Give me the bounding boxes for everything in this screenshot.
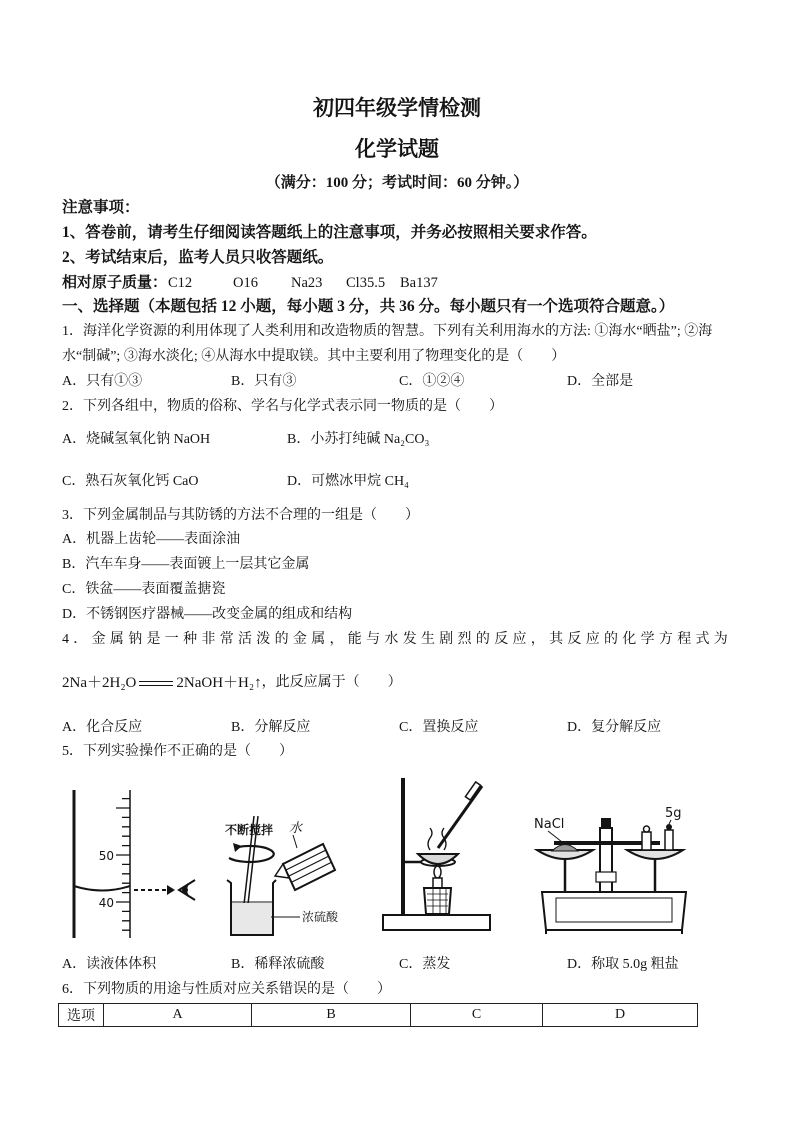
atomic-mass-o: O16: [233, 275, 258, 291]
equation-products: 2NaOH＋H₂↑: [176, 675, 262, 691]
figure-c-evaporation: [378, 772, 496, 937]
q4-stem: 4．金属钠是一种非常活泼的金属，能与水发生剧烈的反应，其反应的化学方程式为: [62, 632, 733, 647]
q2-option-c: C．熟石灰氧化钙 CaO: [62, 474, 199, 489]
q1-option-c: C．①②④: [399, 374, 465, 389]
notes-heading: 注意事项：: [62, 199, 140, 216]
weight-icon: [642, 824, 673, 850]
q2-option-a: A．烧碱氢氧化钠 NaOH: [62, 432, 211, 447]
balance-top-knob: [601, 818, 611, 828]
right-pan: [627, 850, 683, 892]
q2-option-d: D．可燃冰甲烷 CH₄: [287, 474, 409, 489]
q3-option-c: C．铁盆——表面覆盖搪瓷: [62, 582, 226, 597]
balance-pointer-scale: [596, 872, 616, 882]
iron-stand-base: [383, 915, 490, 930]
table-header-cell-c: C: [411, 1004, 543, 1027]
figure-a-graduated-cylinder: [62, 772, 197, 942]
atomic-masses-label: 相对原子质量：: [62, 275, 168, 291]
q4-option-c: C．置换反应: [399, 720, 479, 735]
table-header-cell-a: A: [104, 1004, 252, 1027]
water-container: [275, 844, 335, 890]
tick-label-lower: 40: [98, 896, 114, 910]
atomic-mass-na: Na23: [291, 275, 323, 291]
balance-base: [542, 892, 686, 934]
q5-option-a: A．读液体体积: [62, 957, 157, 972]
atomic-mass-c: C12: [168, 275, 193, 291]
exam-subject: 化学试题: [355, 137, 439, 161]
atomic-mass-cl: Cl35.5: [346, 275, 386, 291]
weight-label: 5g: [665, 806, 682, 821]
atomic-masses: [62, 273, 482, 293]
table-header-cell-b: B: [252, 1004, 411, 1027]
iron-stand-rod: [401, 778, 405, 915]
q1-stem-line-2: 水“制碱”; ③海水淡化; ④从海水中提取镁。其中主要利用了物理变化的是（ ）: [62, 349, 566, 364]
q3-stem: 3．下列金属制品与其防锈的方法不合理的一组是（ ）: [62, 508, 419, 523]
equation-question-tail: ，此反应属于（ ）: [261, 675, 402, 690]
equation-equals-sign: [139, 681, 173, 686]
beaker: [227, 880, 276, 935]
q1-option-a: A．只有①③: [62, 374, 143, 389]
q3-option-b: B．汽车车身——表面镀上一层其它金属: [62, 557, 310, 572]
left-pan: [537, 845, 593, 893]
cylinder-scale-ticks: [116, 799, 130, 931]
atomic-mass-ba: Ba137: [400, 275, 438, 291]
q1-option-d: D．全部是: [567, 374, 634, 389]
table-header-cell-option: 选项: [59, 1004, 104, 1027]
q2-option-b: B．小苏打纯碱 Na₂CO₃: [287, 432, 430, 447]
notes-item-1: 1、答卷前，请考生仔细阅读答题纸上的注意事项，并务必按照相关要求作答。: [62, 224, 597, 241]
q6-stem: 6．下列物质的用途与性质对应关系错误的是（ ）: [62, 982, 391, 997]
q5-option-d: D．称取 5.0g 粗盐: [567, 957, 679, 972]
salt-label: NaCl: [534, 817, 565, 832]
tick-label-upper: 50: [98, 849, 114, 863]
q3-option-a: A．机器上齿轮——表面涂油: [62, 532, 241, 547]
q5-option-c: C．蒸发: [399, 957, 451, 972]
q4-option-d: D．复分解反应: [567, 720, 662, 735]
q1-option-b: B．只有③: [231, 374, 297, 389]
equation-reactants: 2Na＋2H₂O: [62, 675, 137, 691]
sight-arrowhead: [167, 885, 175, 895]
water-label: 水: [289, 821, 303, 836]
table-header-cell-d: D: [543, 1004, 698, 1027]
glass-rod: [438, 782, 482, 848]
eye-icon: [179, 880, 195, 900]
q5-option-b: B．稀释浓硫酸: [231, 957, 325, 972]
figure-b-dilution: [205, 772, 355, 942]
acid-label: 浓硫酸: [302, 910, 339, 924]
score-info: （满分：100 分；考试时间：60 分钟。）: [265, 175, 529, 191]
section-1-heading: 一、选择题（本题包括 12 小题，每小题 3 分，共 36 分。每小题只有一个选项符合题意。）: [62, 298, 675, 315]
exam-title: 初四年级学情检测: [313, 96, 481, 120]
rotate-arrow-icon: [229, 843, 274, 862]
q4-equation: [62, 673, 402, 693]
figure-d-balance: [528, 772, 693, 937]
evaporating-dish: [418, 854, 458, 864]
q4-option-a: A．化合反应: [62, 720, 143, 735]
water-leader-line: [293, 835, 297, 848]
notes-item-2: 2、考试结束后，监考人员只收答题纸。: [62, 249, 334, 266]
alcohol-lamp: [424, 866, 451, 914]
q5-stem: 5．下列实验操作不正确的是（ ）: [62, 744, 293, 759]
q1-stem-line-1: 1．海洋化学资源的利用体现了人类利用和改造物质的智慧。下列有关利用海水的方法: ①海水“晒盐”; ②海: [62, 324, 713, 339]
q3-option-d: D．不锈钢医疗器械——改变金属的组成和结构: [62, 607, 353, 622]
salt-leader-line: [548, 831, 562, 842]
q4-option-b: B．分解反应: [231, 720, 311, 735]
table-header-row: [59, 1004, 698, 1027]
liquid-meniscus: [74, 886, 130, 891]
q2-stem: 2．下列各组中，物质的俗称、学名与化学式表示同一物质的是（ ）: [62, 399, 503, 414]
stir-label: 不断搅拌: [225, 823, 274, 837]
q6-options-table: [58, 1003, 698, 1027]
